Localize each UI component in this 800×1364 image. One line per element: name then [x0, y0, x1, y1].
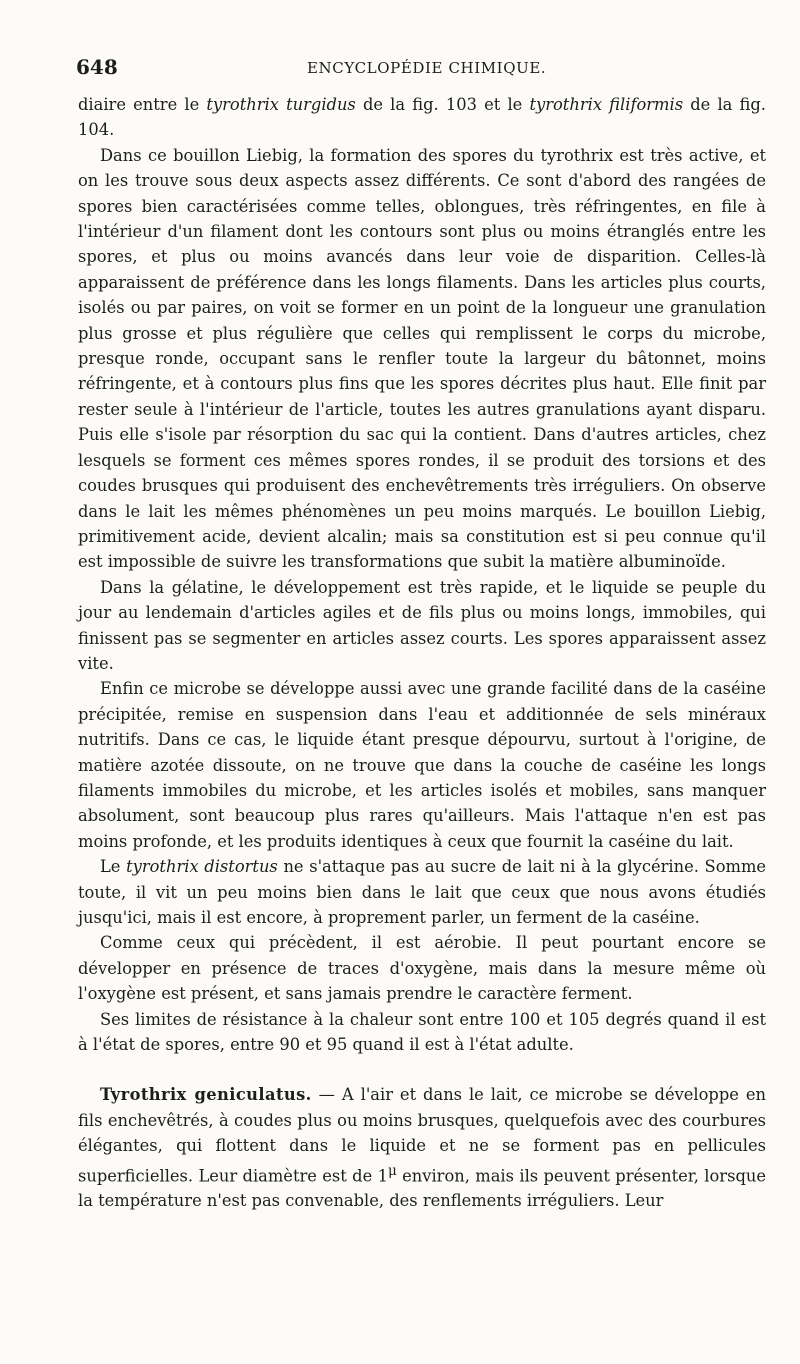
running-title: ENCYCLOPÉDIE CHIMIQUE. [307, 59, 547, 77]
body-text [78, 92, 766, 1214]
paragraph-aerobie: Comme ceux qui précèdent, il est aérobie. Il peut pourtant encore se développer en présence de traces d'oxygène, mais dans la mesure même où l'oxygène est présent, et sans jamais prendre le caractère ferment. [78, 933, 766, 1004]
paragraph-heat-resistance: Ses limites de résistance à la chaleur sont entre 100 et 105 degrés quand il est à l'état de spores, entre 90 et 95 quand il est à l'état adulte. [78, 1009, 766, 1055]
text-run: environ, mais ils peuvent présenter, lorsque la température n'est pas convenable, des renflements irréguliers. Leur [78, 1166, 766, 1211]
paragraph-gelatine: Dans la gélatine, le développement est très rapide, et le liquide se peuple du jour au lendemain d'articles agiles et de fils plus ou moins longs, immobiles, qui finissent pas se segmenter en articles assez courts. Les spores apparaissent assez vite. [78, 577, 766, 673]
text-run: de la fig. 103 et le [355, 95, 530, 114]
paragraph-distortus [78, 854, 766, 930]
paragraph-casein: Enfin ce microbe se développe aussi avec une grande facilité dans de la caséine précipitée, remise en suspension dans l'eau et additionnée de sels minéraux nutritifs. Dans ce cas, le liquide étant presque dépourvu, surtout à l'origine, de matière azotée dissoute, on ne trouve que dans la couche de caséine les longs filaments immobiles du microbe, et les articles isolés et mobiles, sans manquer absolument, sont beaucoup plus rares qu'ailleurs. Mais l'attaque n'en est pas moins profonde, et les produits identiques à ceux que fournit la caséine du lait. [78, 679, 766, 851]
text-run: Le [100, 857, 127, 877]
paragraph-geniculatus [78, 1082, 766, 1213]
species-name: tyrothrix distortus [126, 857, 278, 877]
micron-unit: μ [387, 1162, 397, 1179]
text-run: — A l'air et dans le lait, ce microbe se développe en fils enchevêtrés, à coudes plus ou moins brusques, quelquefois avec des courbures élégantes, qui flottent dans le liquide et ne se forment pas en pellicules superficielles. Leur diamètre est de 1 [78, 1085, 766, 1186]
species-name: tyrothrix turgidus [206, 95, 356, 114]
paragraph-continuation [78, 92, 766, 143]
page-header [76, 55, 766, 83]
page-number: 648 [76, 55, 118, 79]
text-run: ne s'attaque pas au sucre de lait ni à la glycérine. Somme toute, il vit un peu moins bien dans le lait que ceux que nous avons étudiés jusqu'ici, mais il est encore, à proprement parler, un ferment de la caséine. [78, 857, 767, 927]
species-name: tyrothrix filiformis [529, 95, 684, 114]
section-title: Tyrothrix geniculatus. [100, 1085, 312, 1105]
text-run: diaire entre le [78, 95, 207, 114]
text-run: de la fig. 104. [78, 95, 766, 140]
paragraph-liebig-broth: Dans ce bouillon Liebig, la formation des spores du tyrothrix est très active, et on les trouve sous deux aspects assez différents. Ce sont d'abord des rangées de spores bien caractérisées comme telles, oblongues, très réfringentes, en file à l'intérieur d'un filament dont les contours sont plus ou moins étranglés entre les spores, et plus ou moins avancés dans leur voie de disparition. Celles-là apparaissent de préférence dans les longs filaments. Dans les articles plus courts, isolés ou par paires, on voit se former en un point de la longueur une granulation plus grosse et plus régulière que celles qui remplissent le corps du microbe, presque ronde, occupant sans le renfler toute la largeur du bâtonnet, moins réfringente, et à contours plus fins que les spores décrites plus haut. Elle finit par rester seule à l'intérieur de l'article, toutes les autres granulations ayant disparu. Puis elle s'isole par résorption du sac qui la contient. Dans d'autres articles, chez lesquels se forment ces mêmes spores rondes, il se produit des torsions et des coudes brusques qui produisent des enchevêtrements très irréguliers. On observe dans le lait les mêmes phénomènes un peu moins marqués. Le bouillon Liebig, primitivement acide, devient alcalin; mais sa constitution est si peu connue qu'il est impossible de suivre les transformations que subit la matière albuminoïde. [78, 145, 766, 572]
